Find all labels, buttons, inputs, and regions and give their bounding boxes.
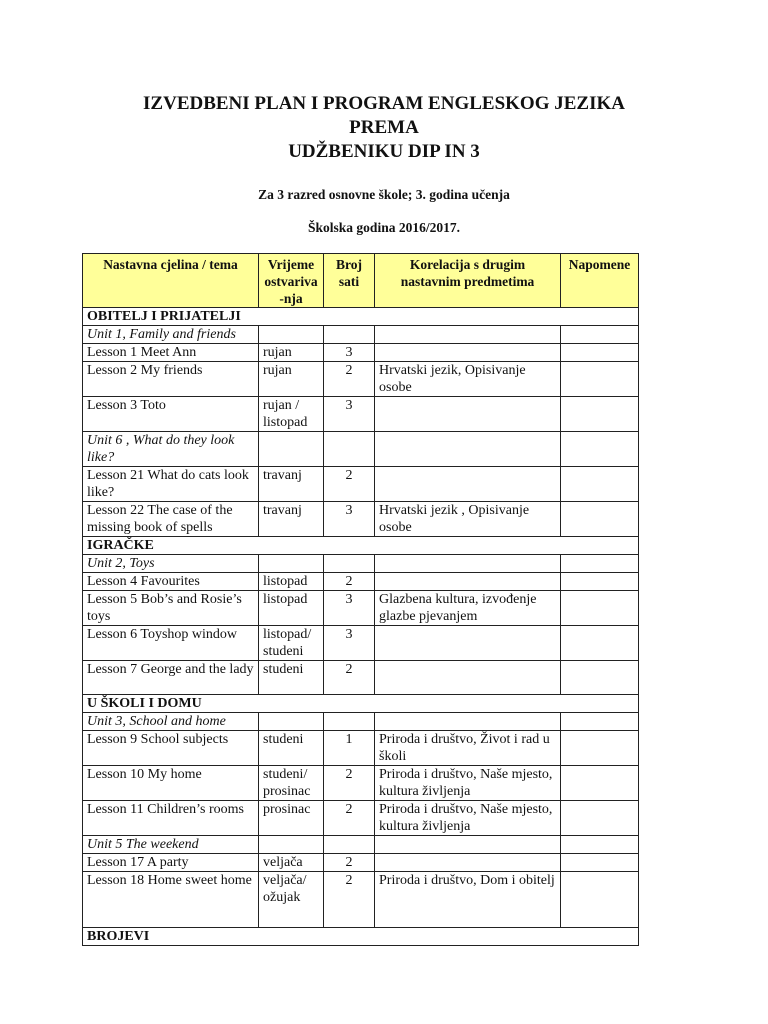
hours-cell [324,836,375,854]
table-row [83,661,639,695]
notes-cell [561,344,639,362]
hours-cell: 2 [324,801,375,836]
topic-cell: Lesson 21 What do cats look like? [83,467,259,502]
time-cell [259,326,324,344]
correlation-cell [375,854,561,872]
notes-cell [561,432,639,467]
topic-cell: Lesson 22 The case of the missing book of spells [83,502,259,537]
time-cell: listopad [259,591,324,626]
curriculum-table [82,253,639,946]
topic-cell: Lesson 4 Favourites [83,573,259,591]
table-row [83,626,639,661]
time-cell: veljača [259,854,324,872]
section-title: IGRAČKE [83,537,639,555]
hours-cell: 3 [324,344,375,362]
time-cell: listopad [259,573,324,591]
time-cell: studeni/ prosinac [259,766,324,801]
table-row [83,573,639,591]
hours-cell: 3 [324,626,375,661]
notes-cell [561,591,639,626]
hours-cell: 2 [324,854,375,872]
correlation-cell [375,836,561,854]
correlation-cell: Priroda i društvo, Naše mjesto, kultura življenja [375,766,561,801]
time-cell: travanj [259,467,324,502]
time-cell [259,555,324,573]
topic-cell: Lesson 17 A party [83,854,259,872]
header-correlation: Korelacija s drugim nastavnim predmetima [375,254,561,308]
topic-cell: Lesson 2 My friends [83,362,259,397]
notes-cell [561,467,639,502]
correlation-cell: Hrvatski jezik , Opisivanje osobe [375,502,561,537]
section-row [83,308,639,326]
correlation-cell [375,661,561,695]
correlation-cell [375,713,561,731]
time-cell: veljača/ ožujak [259,872,324,928]
hours-cell: 2 [324,573,375,591]
topic-cell: Lesson 1 Meet Ann [83,344,259,362]
correlation-cell [375,626,561,661]
time-cell [259,432,324,467]
hours-cell: 3 [324,591,375,626]
time-cell [259,713,324,731]
time-cell: rujan / listopad [259,397,324,432]
topic-cell: Lesson 6 Toyshop window [83,626,259,661]
notes-cell [561,326,639,344]
topic-cell: Lesson 3 Toto [83,397,259,432]
hours-cell: 2 [324,766,375,801]
table-row [83,591,639,626]
hours-cell: 2 [324,872,375,928]
section-title: BROJEVI [83,928,639,946]
header-notes: Napomene [561,254,639,308]
topic-cell: Lesson 11 Children’s rooms [83,801,259,836]
time-cell: listopad/ studeni [259,626,324,661]
correlation-cell [375,326,561,344]
time-cell: prosinac [259,801,324,836]
school-year: Školska godina 2016/2017. [308,220,460,235]
document-title-line-2: PREMA [349,117,419,138]
correlation-cell: Priroda i društvo, Život i rad u školi [375,731,561,766]
unit-row [83,836,639,854]
topic-cell: Unit 1, Family and friends [83,326,259,344]
hours-cell: 2 [324,661,375,695]
time-cell: rujan [259,344,324,362]
table-row [83,502,639,537]
document-title-line-1: IZVEDBENI PLAN I PROGRAM ENGLESKOG JEZIKA [143,93,625,114]
correlation-cell: Priroda i društvo, Naše mjesto, kultura življenja [375,801,561,836]
hours-cell: 3 [324,502,375,537]
notes-cell [561,872,639,928]
topic-cell: Lesson 10 My home [83,766,259,801]
notes-cell [561,626,639,661]
unit-row [83,555,639,573]
unit-row [83,713,639,731]
table-row [83,731,639,766]
topic-cell: Unit 3, School and home [83,713,259,731]
notes-cell [561,731,639,766]
topic-cell: Lesson 9 School subjects [83,731,259,766]
table-row [83,397,639,432]
hours-cell [324,326,375,344]
section-row [83,695,639,713]
table-row [83,854,639,872]
unit-row [83,326,639,344]
notes-cell [561,854,639,872]
table-row [83,344,639,362]
time-cell [259,836,324,854]
topic-cell: Unit 5 The weekend [83,836,259,854]
notes-cell [561,555,639,573]
correlation-cell [375,432,561,467]
correlation-cell [375,344,561,362]
topic-cell: Unit 2, Toys [83,555,259,573]
table-row [83,766,639,801]
document-subtitle: Za 3 razred osnovne škole; 3. godina učenja [258,187,510,202]
hours-cell: 1 [324,731,375,766]
topic-cell: Lesson 7 George and the lady [83,661,259,695]
correlation-cell [375,467,561,502]
table-header-row [83,254,639,308]
notes-cell [561,766,639,801]
hours-cell: 2 [324,467,375,502]
correlation-cell: Priroda i društvo, Dom i obitelj [375,872,561,928]
header-time: Vrijeme ostvariva -nja [259,254,324,308]
time-cell: studeni [259,731,324,766]
table-row [83,872,639,928]
notes-cell [561,397,639,432]
notes-cell [561,713,639,731]
time-cell: travanj [259,502,324,537]
notes-cell [561,573,639,591]
hours-cell [324,555,375,573]
topic-cell: Lesson 18 Home sweet home [83,872,259,928]
time-cell: studeni [259,661,324,695]
section-title: U ŠKOLI I DOMU [83,695,639,713]
time-cell: rujan [259,362,324,397]
table-row [83,801,639,836]
notes-cell [561,801,639,836]
header-hours: Broj sati [324,254,375,308]
correlation-cell: Glazbena kultura, izvođenje glazbe pjevanjem [375,591,561,626]
table-row [83,362,639,397]
notes-cell [561,661,639,695]
notes-cell [561,502,639,537]
table-row [83,467,639,502]
correlation-cell [375,397,561,432]
unit-row [83,432,639,467]
hours-cell: 3 [324,397,375,432]
section-row [83,928,639,946]
document-title-line-3: UDŽBENIKU DIP IN 3 [288,141,480,162]
hours-cell: 2 [324,362,375,397]
correlation-cell: Hrvatski jezik, Opisivanje osobe [375,362,561,397]
section-row [83,537,639,555]
correlation-cell [375,573,561,591]
section-title: OBITELJ I PRIJATELJI [83,308,639,326]
correlation-cell [375,555,561,573]
topic-cell: Lesson 5 Bob’s and Rosie’s toys [83,591,259,626]
hours-cell [324,713,375,731]
header-topic: Nastavna cjelina / tema [83,254,259,308]
topic-cell: Unit 6 , What do they look like? [83,432,259,467]
notes-cell [561,362,639,397]
notes-cell [561,836,639,854]
hours-cell [324,432,375,467]
